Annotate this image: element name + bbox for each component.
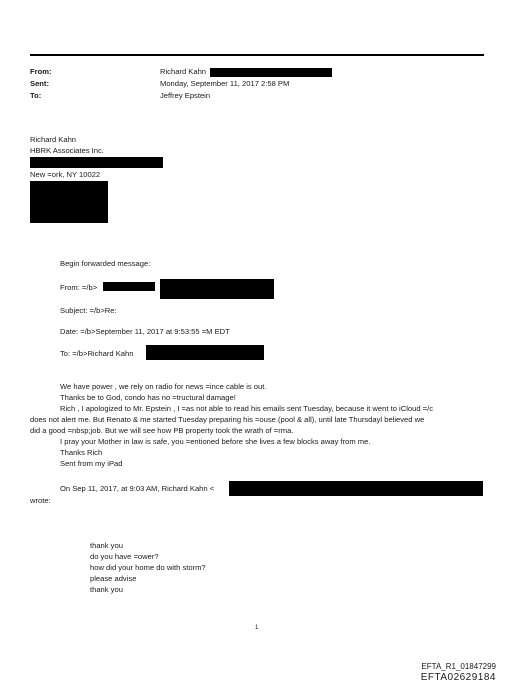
body-line: We have power , we rely on radio for news =ince cable is out. <box>60 382 267 391</box>
redaction-contact <box>30 181 108 223</box>
body-line: Thanks Rich <box>60 448 103 457</box>
from-label: From: <box>30 67 52 76</box>
header-rule <box>30 54 484 56</box>
to-value: Jeffrey Epstein <box>160 91 211 100</box>
footer-id-secondary: EFTA02629184 <box>420 672 496 683</box>
body-line: I pray your Mother in law is safe, you =entioned before she lives a few blocks away from me. <box>60 437 371 446</box>
signature-company: HBRK Associates Inc. <box>30 146 104 155</box>
forward-from: From: =/b> <box>60 283 98 292</box>
redaction-forward-from-name <box>103 282 155 291</box>
quoted-line: please advise <box>90 574 137 583</box>
body-line: Rich , I apologized to Mr. Epstein , I =as not able to read his emails sent Tuesday, because it went to iCloud =/c <box>60 404 434 413</box>
forward-intro: Begin forwarded message: <box>60 259 151 268</box>
body-line: does not alert me. But Renato & me started Tuesday preparing his =ouse.(pool & all), until late Thursdayl believed we <box>30 415 425 424</box>
body-line: did a good =nbsp;job. But we will see how PB property took the wrath of =rma. <box>30 426 294 435</box>
sent-label: Sent: <box>30 79 49 88</box>
redaction-from-email <box>210 68 332 77</box>
forward-date: Date: =/b>September 11, 2017 at 9:53:55 =M EDT <box>60 327 230 336</box>
forward-to: To: =/b>Richard Kahn <box>60 349 134 358</box>
redaction-quote-email <box>229 481 483 496</box>
quoted-line: how did your home do with storm? <box>90 563 206 572</box>
body-line: Thanks be to God, condo has no =tructural damage! <box>60 393 236 402</box>
redaction-forward-from-email <box>160 279 274 299</box>
quote-wrote: wrote: <box>30 496 51 505</box>
forward-subject: Subject: =/b>Re: <box>60 306 117 315</box>
body-line: Sent from my iPad <box>60 459 123 468</box>
quoted-line: do you have =ower? <box>90 552 159 561</box>
signature-city: New =ork, NY 10022 <box>30 170 101 179</box>
page-number: 1 <box>255 625 259 631</box>
quote-attribution: On Sep 11, 2017, at 9:03 AM, Richard Kahn < <box>60 484 215 493</box>
to-label: To: <box>30 91 42 100</box>
from-value: Richard Kahn <box>160 67 207 76</box>
redaction-forward-to-email <box>146 345 264 360</box>
sent-value: Monday, September 11, 2017 2:58 PM <box>160 79 290 88</box>
signature-name: Richard Kahn <box>30 135 77 144</box>
redaction-address <box>30 157 163 168</box>
quoted-line: thank you <box>90 541 123 550</box>
footer-id-primary: EFTA_R1_01847299 <box>421 662 496 671</box>
quoted-line: thank you <box>90 585 123 594</box>
